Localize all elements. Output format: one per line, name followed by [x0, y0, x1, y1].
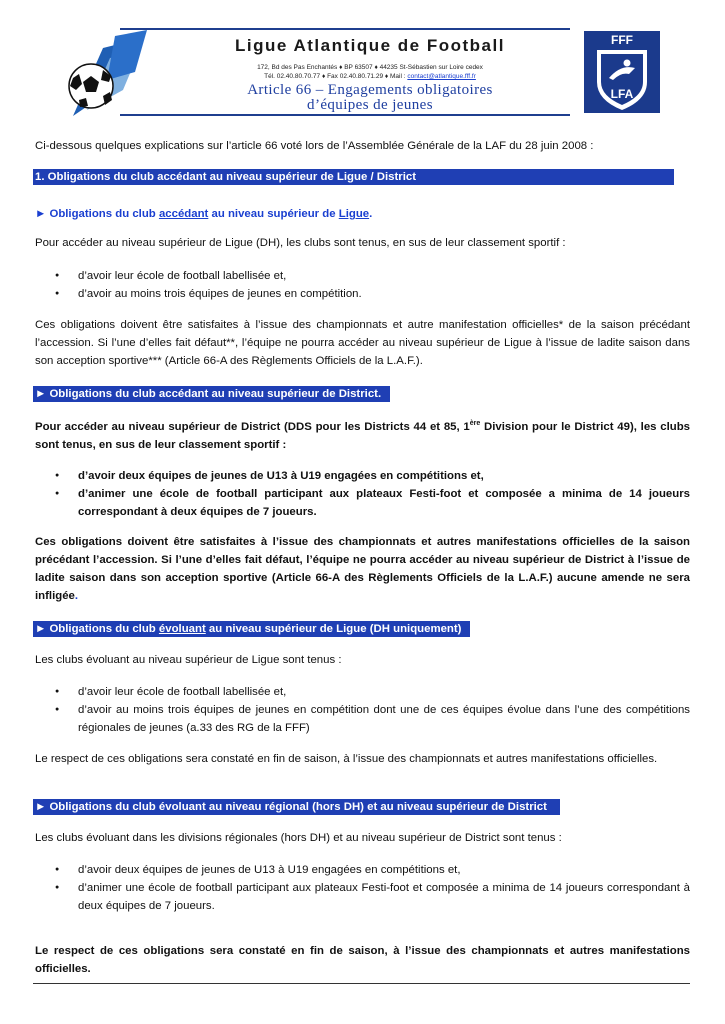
sub1-heading-part1: Obligations du club: [49, 208, 159, 220]
contact-prefix: Tél. 02.40.80.70.77 ♦ Fax 02.40.80.71.29 ♦ Mail :: [264, 73, 408, 80]
intro-text: Ci-dessous quelques explications sur l’article 66 voté lors de l’Assemblée Générale de la LAF du 28 juin 2008 :: [35, 140, 594, 152]
logo-lfa-text: LFA: [610, 87, 634, 101]
list-item: ● d’avoir au moins trois équipes de jeunes en compétition dont une de ces équipes évolue dans l’une des compétitions régionales de jeunes (a.33 des RG de la FFF): [35, 701, 690, 737]
sub3-intro: Les clubs évoluant au niveau supérieur de Ligue sont tenus :: [35, 654, 342, 666]
address-line: 172, Bd des Pas Enchantés ♦ BP 63507 ♦ 44235 St-Sébastien sur Loire cedex: [257, 64, 483, 71]
sub2-paragraph: [35, 533, 690, 605]
sub2-title: ► Obligations du club accédant au niveau supérieur de District.: [33, 386, 390, 402]
sub3-bullets: [35, 683, 690, 737]
sub2-intro: [35, 415, 690, 454]
sub2-intro-b: Division pour le District 49), les clubs sont tenus, en sus de leur classement sportif :: [35, 420, 690, 451]
sub3-paragraph: Le respect de ces obligations sera constaté en fin de saison, à l’issue des championnats et autres manifestations officielles.: [35, 753, 658, 765]
list-item: ● d’avoir leur école de football labellisée et,: [35, 683, 690, 701]
list-item: ● d’avoir deux équipes de jeunes de U13 à U19 engagées en compétitions et,: [35, 467, 690, 485]
contact-line: [190, 72, 550, 81]
sub2-paragraph-main: Ces obligations doivent être satisfaites à l’issue des championnats et autres manifestations officielles de la saison précédant l’accession. Si l’une d’elles fait défaut, l’équipe ne pourra accéder au niveau supérieur de District à l’issue de ladite saison dans son acception sportive (Article 66-A des Règlements Officiels de la L.A.F.) aucune amende ne sera infligée: [35, 536, 690, 602]
sub4-intro: Les clubs évoluant dans les divisions régionales (hors DH) et au niveau supérieur de District sont tenus :: [35, 832, 562, 844]
list-item: ● d’avoir deux équipes de jeunes de U13 à U19 engagées en compétitions et,: [35, 861, 690, 879]
sub2-bullets: [35, 467, 690, 521]
sub1-heading-part3: au niveau supérieur de: [208, 208, 339, 220]
article-title-line2: d’équipes de jeunes: [307, 97, 433, 113]
sub2-paragraph-end: .: [74, 590, 79, 602]
list-item: ● d’animer une école de football participant aux plateaux Festi-foot et composée a minima de 14 joueurs correspondant à deux équipes de 7 joueurs.: [35, 879, 690, 915]
sub1-heading-accedant: accédant: [158, 208, 209, 220]
ligue-logo: [55, 28, 150, 118]
article-title: [190, 83, 550, 113]
header-bottom-rule: [120, 114, 570, 116]
list-item: ● d’avoir au moins trois équipes de jeunes en compétition.: [35, 285, 690, 303]
sub1-heading: [35, 205, 690, 223]
org-address: [190, 63, 550, 81]
sub1-heading-part5: .: [369, 208, 373, 220]
list-item: ● d’avoir leur école de football labellisée et,: [35, 267, 690, 285]
sub3-title-part3: au niveau supérieur de Ligue (DH uniquement): [205, 623, 462, 635]
fff-lfa-logo: [583, 30, 661, 114]
org-name: Ligue Atlantique de Football: [235, 36, 505, 55]
sub4-bullets: [35, 861, 690, 915]
sub3-title: [33, 621, 470, 637]
email-link[interactable]: contact@atlantique.fff.fr: [407, 73, 476, 80]
header-top-rule: [120, 28, 570, 30]
arrow-icon: ►: [35, 208, 47, 220]
sub1-paragraph: Ces obligations doivent être satisfaites à l’issue des championnats et autre manifestation officielles* de la saison précédant l’accession. Si l’une d’elles fait défaut**, l’équipe ne pourra accéder au niveau supérieur de Ligue à l’issue de ladite saison dans son acception sportive*** (Article 66-A des Règlements Officiels de la L.A.F.).: [35, 319, 690, 367]
logo-fff-text: FFF: [611, 33, 633, 47]
section1-title: 1. Obligations du club accédant au niveau supérieur de Ligue / District: [33, 169, 674, 185]
footer-rule: [33, 983, 690, 984]
sub2-intro-a: Pour accéder au niveau supérieur de District (DDS pour les Districts 44 et 85, 1: [35, 420, 470, 433]
sub3-title-evoluant: évoluant: [158, 623, 206, 635]
list-item: ● d’animer une école de football participant aux plateaux Festi-foot et composée a minima de 14 joueurs correspondant à deux équipes de 7 joueurs.: [35, 485, 690, 521]
sub4-paragraph: Le respect de ces obligations sera constaté en fin de saison, à l’issue des championnats et autres manifestations officielles.: [35, 945, 690, 975]
article-title-line1: Article 66 – Engagements obligatoires: [247, 82, 493, 98]
sub3-title-part1: ► Obligations du club: [35, 623, 159, 635]
sub1-intro: Pour accéder au niveau supérieur de Ligue (DH), les clubs sont tenus, en sus de leur classement sportif :: [35, 237, 566, 249]
sub4-title: ► Obligations du club évoluant au niveau régional (hors DH) et au niveau supérieur de District: [33, 799, 560, 815]
sub1-heading-ligue: Ligue: [338, 208, 370, 220]
sub1-bullets: [35, 267, 690, 303]
sub2-intro-sup: ère: [469, 420, 481, 427]
